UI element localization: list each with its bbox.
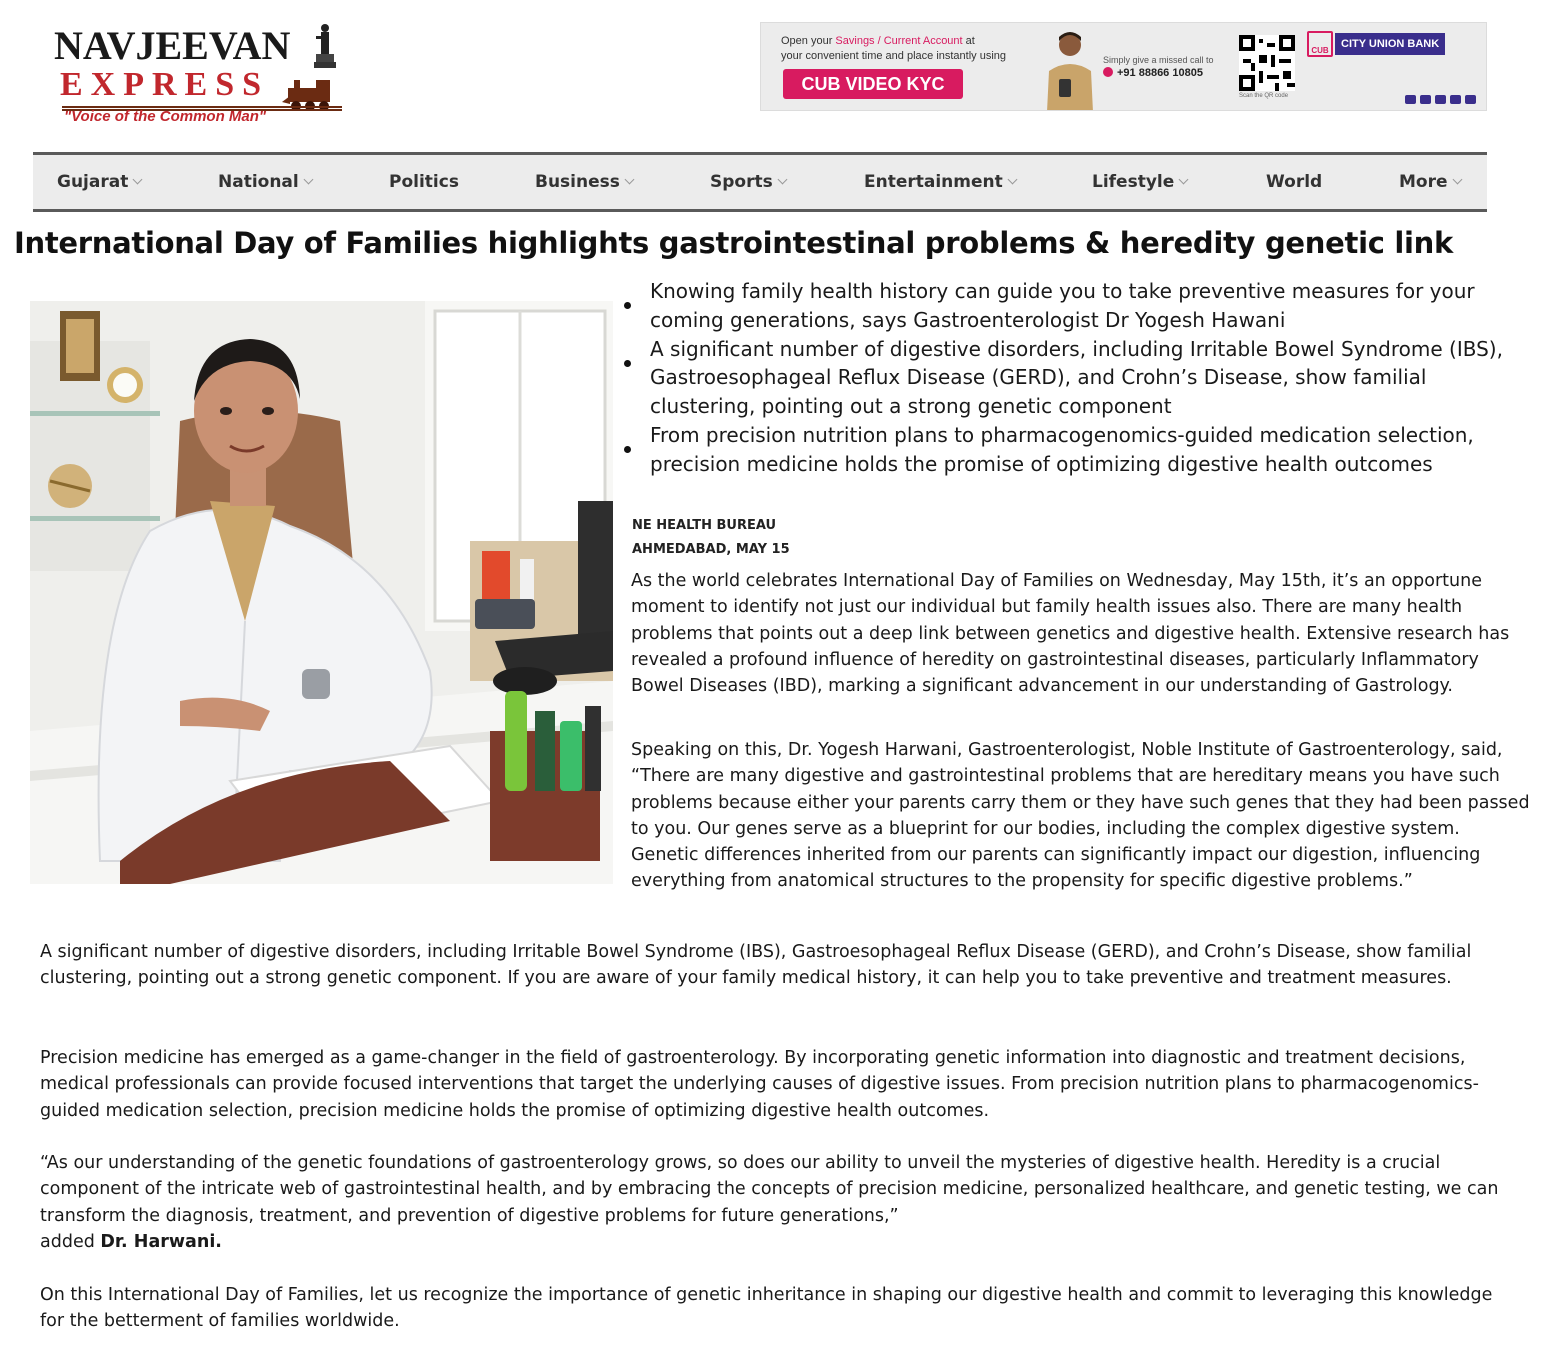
bank-logo — [1307, 29, 1483, 59]
article-photo — [30, 301, 613, 884]
ad-phone-number: +91 88866 10805 — [1103, 67, 1203, 79]
highlight-item: Knowing family health history can guide you to take preventive measures for your coming generations, says Gastroenterologist Dr Yogesh Hawani — [620, 277, 1525, 335]
chevron-down-icon — [1452, 175, 1462, 185]
ad-text-line2: your convenient time and place instantly using — [781, 50, 1007, 62]
logo-wordmark-mid: EXPRESS — [60, 66, 270, 103]
ad-cta-button[interactable]: CUB VIDEO KYC — [783, 69, 963, 99]
ad-scan-hint: Scan the QR code — [1239, 93, 1289, 99]
article-headline: International Day of Families highlights gastrointestinal problems & heredity genetic link — [14, 226, 1454, 260]
nav-item-world[interactable]: World — [1266, 172, 1323, 192]
cub-logo-mark: CUB — [1307, 31, 1333, 57]
ad-text-line1: Open your Savings / Current Account at — [781, 35, 975, 47]
ad-call-hint: Simply give a missed call to — [1103, 55, 1214, 65]
nav-item-gujarat[interactable]: Gujarat — [57, 172, 141, 192]
quote-attribution: added — [40, 1232, 101, 1253]
nav-item-politics[interactable]: Politics — [389, 172, 459, 192]
logo-tagline: "Voice of the Common Man" — [64, 108, 267, 125]
qr-code-icon — [1239, 35, 1295, 91]
nav-item-national[interactable]: National — [218, 172, 312, 192]
facebook-icon[interactable] — [1405, 95, 1416, 104]
logo-wordmark-top: NAVJEEVAN — [54, 23, 291, 68]
chevron-down-icon — [133, 175, 143, 185]
instagram-icon[interactable] — [1435, 95, 1446, 104]
article-paragraph: On this International Day of Families, let us recognize the importance of genetic inheritance in shaping our digestive health and commit to leveraging this knowledge for the betterment of families worldwide. — [40, 1285, 1493, 1332]
twitter-icon[interactable] — [1420, 95, 1431, 104]
chevron-down-icon — [1007, 175, 1017, 185]
article-paragraph: Speaking on this, Dr. Yogesh Harwani, Gastroenterologist, Noble Institute of Gastroenterology, said, “There are many digestive and gastrointestinal problems that are hereditary means you have such problems because either your parents carry them or they have such genes that they had been passed to you. Our genes serve as a blueprint for our bodies, including the complex digestive system. Genetic differences inherited from our parents can significantly impact our digestion, influencing everything from anatomical structures to the propensity for specific digestive problems.” — [631, 740, 1530, 892]
nav-item-business[interactable]: Business — [535, 172, 633, 192]
youtube-icon[interactable] — [1465, 95, 1476, 104]
highlight-item: A significant number of digestive disorders, including Irritable Bowel Syndrome (IBS), Gastroesophageal Reflux Disease (GERD), and Crohn’s Disease, show familial clustering, pointing out a strong genetic component — [620, 335, 1525, 421]
statue-icon — [312, 22, 338, 72]
article-paragraph: Precision medicine has emerged as a game-changer in the field of gastroenterology. By incorporating genetic information into diagnostic and treatment decisions, medical professionals can provide focused interventions that target the underlying causes of digestive issues. From precision nutrition plans to pharmacogenomics-guided medication selection, precision medicine holds the promise of optimizing digestive health outcomes. — [40, 1048, 1479, 1121]
main-nav — [33, 152, 1487, 212]
chevron-down-icon — [624, 175, 634, 185]
bank-name: CITY UNION BANK — [1335, 33, 1445, 55]
ad-person-image — [1039, 27, 1101, 111]
linkedin-icon[interactable] — [1450, 95, 1461, 104]
chevron-down-icon — [777, 175, 787, 185]
chevron-down-icon — [1179, 175, 1189, 185]
nav-item-entertainment[interactable]: Entertainment — [864, 172, 1016, 192]
byline-dateline: AHMEDABAD, MAY 15 — [632, 542, 790, 557]
byline-bureau: NE HEALTH BUREAU — [632, 518, 777, 533]
highlight-item: From precision nutrition plans to pharmacogenomics-guided medication selection, precision medicine holds the promise of optimizing digestive health outcomes — [620, 421, 1525, 479]
ad-social-icons — [1405, 95, 1476, 104]
nav-item-sports[interactable]: Sports — [710, 172, 786, 192]
quote-speaker: Dr. Harwani. — [100, 1232, 222, 1253]
article-byline — [632, 514, 790, 562]
article-paragraph: A significant number of digestive disorders, including Irritable Bowel Syndrome (IBS), Gastroesophageal Reflux Disease (GERD), and Crohn’s Disease, show familial clustering, pointing out a strong genetic component. If you are aware of your family medical history, it can help you to take preventive and treatment measures. — [40, 942, 1472, 989]
chevron-down-icon — [303, 175, 313, 185]
article-highlights — [620, 277, 1525, 479]
article-paragraph: As the world celebrates International Day of Families on Wednesday, May 15th, it’s an opportune moment to identify not just our individual but family health issues also. There are many health problems that points out a deep link between genetics and digestive health. Extensive research has revealed a profound influence of heredity on gastrointestinal diseases, particularly Inflammatory Bowel Diseases (IBD), marking a significant advancement in our understanding of Gastrology. — [631, 571, 1510, 697]
phone-icon — [1103, 67, 1113, 77]
ad-banner[interactable] — [760, 22, 1487, 111]
nav-item-more[interactable]: More — [1399, 172, 1461, 192]
quote-text: “As our understanding of the genetic foundations of gastroenterology grows, so does our ability to unveil the mysteries of digestive health. Heredity is a crucial component of the intricate web of gastrointestinal health, and by embracing the concepts of precision medicine, personalized healthcare, and genetic testing, we can transform the diagnosis, treatment, and prevention of digestive problems for future generations,” — [40, 1153, 1499, 1226]
article-paragraph — [40, 1150, 1520, 1256]
nav-item-lifestyle[interactable]: Lifestyle — [1092, 172, 1187, 192]
site-logo[interactable] — [54, 18, 354, 130]
